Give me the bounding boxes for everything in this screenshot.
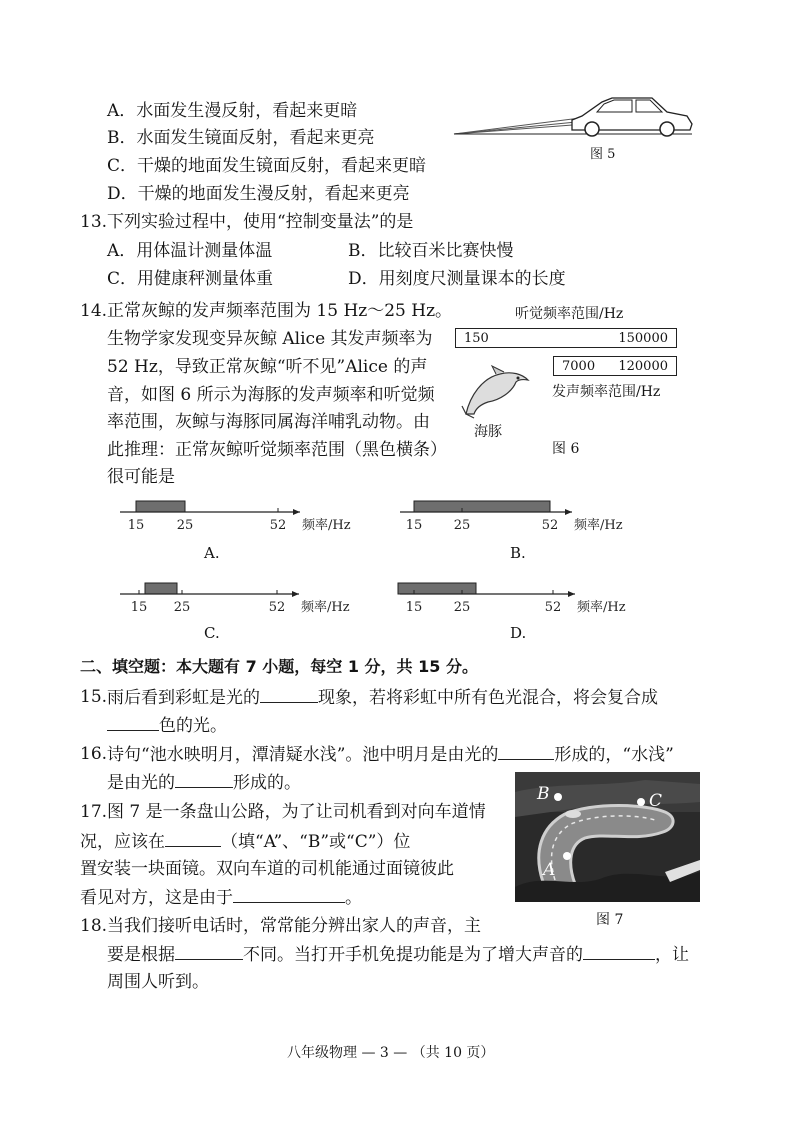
tick-label-52: 52 xyxy=(541,518,559,532)
q14-line-3: 52 Hz，导致正常灰鲸“听不见”Alice 的声 xyxy=(107,357,428,377)
q15-blank-1[interactable] xyxy=(260,686,318,703)
figure-6-sound-range xyxy=(553,356,677,376)
q16-text-1a: 诗句“池水映明月，潭清疑水浅”。池中明月是由光的 xyxy=(107,745,499,765)
axis-arrow-icon xyxy=(568,591,575,597)
q18-line-3: 周围人听到。 xyxy=(107,972,209,992)
figure-7-photo xyxy=(515,772,700,902)
q14-line-7: 很可能是 xyxy=(107,467,175,487)
q18-text-2b: 不同。当打开手机免提功能是为了增大声音的 xyxy=(243,945,583,965)
tick-label-15: 15 xyxy=(405,518,423,532)
axis-unit-label: 频率/Hz xyxy=(302,518,351,532)
figure-6-animal-label: 海豚 xyxy=(474,424,502,440)
tick-label-25: 25 xyxy=(453,600,471,614)
figure-7-label-c: C xyxy=(649,791,663,811)
figure-6-hearing-title: 听觉频率范围/Hz xyxy=(515,306,624,322)
figure-6-hearing-range xyxy=(455,328,677,348)
q17-text-2b: （填“A”、“B”或“C”）位 xyxy=(221,832,411,852)
q15-text-1a: 雨后看到彩虹是光的 xyxy=(107,688,260,708)
choice-a-diagram xyxy=(110,490,355,532)
q12-option-b: B．水面发生镜面反射，看起来更亮 xyxy=(107,128,375,148)
q15-text-2b: 色的光。 xyxy=(159,716,227,736)
q16-text-2a: 是由光的 xyxy=(107,773,175,793)
q16-blank-2[interactable] xyxy=(175,771,233,788)
q17-line-1: 图 7 是一条盘山公路，为了让司机看到对向车道情 xyxy=(107,802,486,822)
q14-line-6: 此推理：正常灰鲸听觉频率范围（黑色横条） xyxy=(107,440,447,460)
figure-7-caption: 图 7 xyxy=(596,912,624,928)
q17-line-4 xyxy=(80,886,362,909)
q12-option-c: C．干燥的地面发生镜面反射，看起来更暗 xyxy=(107,156,427,176)
tick-label-25: 25 xyxy=(176,518,194,532)
tick-label-15: 15 xyxy=(405,600,423,614)
q17-line-3: 置安装一块面镜。双向车道的司机能通过面镜彼此 xyxy=(80,859,454,879)
tick-label-25: 25 xyxy=(453,518,471,532)
tick-label-52: 52 xyxy=(544,600,562,614)
q13-option-d: D．用刻度尺测量课本的长度 xyxy=(348,269,566,289)
q16-number: 16. xyxy=(80,744,108,764)
choice-a-label: A. xyxy=(204,544,220,562)
q13-option-a: A．用体温计测量体温 xyxy=(107,241,273,261)
axis-unit-label: 频率/Hz xyxy=(574,518,623,532)
choice-c-diagram xyxy=(110,572,355,614)
q13-option-b: B．比较百米比赛快慢 xyxy=(348,241,514,261)
q15-text-1b: 现象，若将彩虹中所有色光混合，将会复合成 xyxy=(318,688,658,708)
figure-6-sound-title: 发声频率范围/Hz xyxy=(552,384,661,400)
q12-option-a: A．水面发生漫反射，看起来更暗 xyxy=(107,101,358,121)
q18-line-2 xyxy=(107,943,689,966)
q18-text-2a: 要是根据 xyxy=(107,945,175,965)
q18-number: 18. xyxy=(80,916,108,936)
tick-label-52: 52 xyxy=(268,600,286,614)
sound-high-label: 120000 xyxy=(618,359,668,374)
tick-label-25: 25 xyxy=(173,600,191,614)
q17-text-4a: 看见对方，这是由于 xyxy=(80,888,233,908)
q14-line-2: 生物学家发现变异灰鲸 Alice 其发声频率为 xyxy=(107,329,433,349)
axis-unit-label: 频率/Hz xyxy=(577,600,626,614)
q12-option-d: D．干燥的地面发生漫反射，看起来更亮 xyxy=(107,184,410,204)
q17-blank-1[interactable] xyxy=(165,830,221,847)
q18-blank-2[interactable] xyxy=(583,943,655,960)
frequency-range-bar xyxy=(145,583,177,594)
q16-text-2b: 形成的。 xyxy=(233,773,301,793)
q13-option-c: C．用健康秤测量体重 xyxy=(107,269,274,289)
axis-arrow-icon xyxy=(293,509,300,515)
q13-number: 13. xyxy=(80,212,108,232)
q16-blank-1[interactable] xyxy=(498,743,554,760)
tick-label-52: 52 xyxy=(269,518,287,532)
q15-line-1 xyxy=(107,686,658,709)
section-2-heading: 二、填空题：本大题有 7 小题，每空 1 分，共 15 分。 xyxy=(80,657,478,676)
dolphin-illustration xyxy=(460,362,532,420)
choice-b-label: B. xyxy=(510,544,526,562)
figure-7-label-b: B xyxy=(537,784,550,804)
q16-line-1 xyxy=(107,743,674,766)
choice-b-diagram xyxy=(390,490,640,532)
q18-line-1: 当我们接听电话时，常常能分辨出家人的声音，主 xyxy=(107,916,481,936)
q16-text-1b: 形成的，“水浅” xyxy=(554,745,674,765)
figure-7-label-a: A xyxy=(543,860,556,880)
frequency-range-bar xyxy=(414,501,550,512)
q16-line-2 xyxy=(107,771,301,794)
frequency-range-bar xyxy=(398,583,476,594)
figure-5-car xyxy=(452,92,697,140)
q18-blank-1[interactable] xyxy=(175,943,243,960)
tick-label-15: 15 xyxy=(127,518,145,532)
q17-line-2 xyxy=(80,830,410,853)
q13-stem: 下列实验过程中，使用“控制变量法”的是 xyxy=(107,212,414,232)
tick-label-15: 15 xyxy=(130,600,148,614)
figure-6-caption: 图 6 xyxy=(552,441,580,457)
page-footer: 八年级物理 — 3 — （共 10 页） xyxy=(287,1045,495,1061)
axis-arrow-icon xyxy=(565,509,572,515)
q14-line-1: 正常灰鲸的发声频率范围为 15 Hz～25 Hz。 xyxy=(107,301,453,321)
hearing-low-label: 150 xyxy=(464,331,489,346)
q17-text-2a: 况，应该在 xyxy=(80,832,165,852)
choice-c-label: C. xyxy=(204,624,220,642)
q14-line-5: 率范围，灰鲸与海豚同属海洋哺乳动物。由 xyxy=(107,412,430,432)
choice-d-label: D. xyxy=(510,624,527,642)
hearing-high-label: 150000 xyxy=(618,331,668,346)
q17-number: 17. xyxy=(80,802,108,822)
q14-number: 14. xyxy=(80,301,108,321)
q15-line-2 xyxy=(107,714,227,737)
choice-d-diagram xyxy=(390,572,640,614)
q18-text-2c: ，让 xyxy=(655,945,689,965)
q15-blank-2[interactable] xyxy=(107,714,159,731)
sound-low-label: 7000 xyxy=(562,359,596,374)
axis-unit-label: 频率/Hz xyxy=(301,600,350,614)
figure-5-caption: 图 5 xyxy=(590,147,616,162)
axis-arrow-icon xyxy=(292,591,299,597)
q15-number: 15. xyxy=(80,687,108,707)
q17-text-4b: 。 xyxy=(345,888,362,908)
q14-line-4: 音，如图 6 所示为海豚的发声频率和听觉频 xyxy=(107,385,435,405)
frequency-range-bar xyxy=(136,501,185,512)
q17-blank-2[interactable] xyxy=(233,886,345,903)
